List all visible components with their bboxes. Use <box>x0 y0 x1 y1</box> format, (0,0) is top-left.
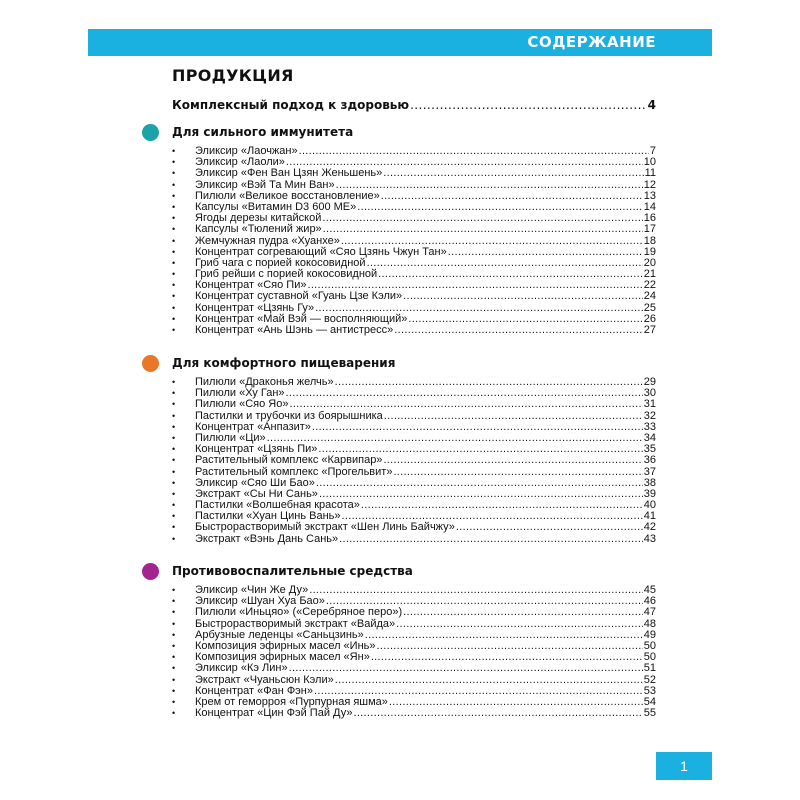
toc-item-page: 50 <box>643 639 656 652</box>
toc-item-name: Быстрорастворимый экстракт «Вайда» <box>195 617 396 630</box>
toc-item[interactable] <box>172 467 656 478</box>
bullet-icon: • <box>172 708 176 719</box>
toc-item-name: Эликсир «Лаоли» <box>195 156 285 169</box>
toc-item-page: 43 <box>643 532 656 545</box>
bullet-icon: • <box>172 522 176 533</box>
bullet-icon: • <box>172 213 176 224</box>
bullet-icon: • <box>172 325 176 335</box>
toc-item-page: 20 <box>643 256 656 269</box>
bullet-icon: • <box>172 269 176 280</box>
toc-item-page: 35 <box>643 443 656 456</box>
toc-item-page: 37 <box>643 465 656 478</box>
bullet-icon: • <box>172 432 176 443</box>
dot-leader <box>408 314 642 325</box>
dot-leader <box>286 388 643 399</box>
toc-item-name: Крем от геморроя «Пурпурная яшма» <box>195 695 388 708</box>
toc-item-name: Пилюли «Драконья желчь» <box>195 376 334 388</box>
dot-leader <box>361 500 643 511</box>
bullet-icon: • <box>172 696 176 707</box>
toc-item-page: 40 <box>643 499 656 512</box>
toc-item-name: Пилюли «Ху Ган» <box>195 387 285 400</box>
toc-item-name: Капсулы «Витамин D3 600 МЕ» <box>195 200 357 213</box>
bullet-icon: • <box>172 302 176 313</box>
toc-item[interactable] <box>172 522 656 533</box>
bullet-icon: • <box>172 685 176 696</box>
dot-leader <box>393 467 642 478</box>
toc-item-page: 26 <box>643 312 656 325</box>
toc-item-name: Гриб рейши с порией кокосовидной <box>195 268 378 281</box>
toc-item-name: Пилюли «Иньцяо» («Серебряное перо») <box>195 606 403 619</box>
toc-item-page: 17 <box>643 223 656 236</box>
page-title: ПРОДУКЦИЯ <box>172 66 294 85</box>
dot-leader <box>371 652 643 663</box>
bullet-icon: • <box>172 410 176 421</box>
section-title: Для комфортного пищеварения <box>172 356 396 370</box>
toc-item-page: 47 <box>643 606 656 619</box>
dot-leader <box>312 422 643 433</box>
dot-leader <box>357 202 643 213</box>
toc-item-page: 12 <box>643 178 656 191</box>
toc-item-page: 7 <box>649 145 656 157</box>
bullet-icon: • <box>172 500 176 511</box>
toc-item-list <box>172 585 656 719</box>
toc-item-name: Арбузные леденцы «Саньцзинь» <box>195 628 364 641</box>
bullet-icon: • <box>172 455 176 466</box>
toc-item-name: Экстракт «Вэнь Дань Сань» <box>195 532 339 545</box>
toc-item-name: Концентрат «Цзянь Пи» <box>195 443 318 456</box>
toc-item[interactable] <box>172 455 656 466</box>
dot-leader <box>367 258 643 269</box>
toc-item-name: Пилюли «Сяо Яо» <box>195 398 289 411</box>
toc-item[interactable] <box>172 291 656 302</box>
toc-item-page: 14 <box>643 200 656 213</box>
toc-item-name: Экстракт «Сы Ни Сань» <box>195 487 318 500</box>
bullet-icon: • <box>172 466 176 477</box>
toc-item-page: 55 <box>643 707 656 720</box>
bullet-icon: • <box>172 190 176 201</box>
toc-item-page: 25 <box>643 301 656 314</box>
toc-item-name: Концентрат «Сяо Пи» <box>195 279 307 292</box>
toc-item-page: 32 <box>643 409 656 422</box>
dot-leader <box>394 325 642 336</box>
toc-item[interactable] <box>172 325 656 336</box>
section-color-dot-icon <box>142 124 159 141</box>
dot-leader <box>335 377 643 388</box>
toc-item-name: Пилюли «Великое восстановление» <box>195 189 380 202</box>
dot-leader <box>378 269 643 280</box>
bullet-icon: • <box>172 488 176 499</box>
bullet-icon: • <box>172 607 176 618</box>
toc-item-name: Растительный комплекс «Карвипар» <box>195 454 383 467</box>
toc-item-page: 38 <box>643 476 656 489</box>
toc-item-name: Пастилки «Волшебная красота» <box>195 499 360 512</box>
toc-item[interactable] <box>172 224 656 235</box>
dot-leader <box>403 291 643 302</box>
toc-item[interactable] <box>172 708 656 719</box>
bullet-icon: • <box>172 399 176 410</box>
toc-item-name: Концентрат суставной «Гуань Цзе Кэли» <box>195 290 403 303</box>
toc-item-page: 31 <box>643 398 656 411</box>
bullet-icon: • <box>172 257 176 268</box>
dot-leader <box>289 663 643 674</box>
section-color-dot-icon <box>142 563 159 580</box>
toc-item-list <box>172 146 656 336</box>
toc-item-name: Концентрат «Май Вэй — восполняющий» <box>195 312 408 325</box>
dot-leader <box>322 213 642 224</box>
toc-item-list <box>172 377 656 545</box>
toc-item-page: 39 <box>643 487 656 500</box>
toc-item-page: 36 <box>643 454 656 467</box>
toc-intro-page: 4 <box>647 98 656 112</box>
toc-item-page: 13 <box>643 189 656 202</box>
bullet-icon: • <box>172 235 176 246</box>
toc-item-name: Растительный комплекс «Прогельвит» <box>195 465 393 478</box>
toc-item-page: 24 <box>643 290 656 303</box>
toc-item[interactable] <box>172 607 656 618</box>
bullet-icon: • <box>172 421 176 432</box>
toc-item-page: 51 <box>643 662 656 675</box>
dot-leader <box>309 585 643 596</box>
dot-leader <box>299 146 649 157</box>
bullet-icon: • <box>172 585 176 595</box>
bullet-icon: • <box>172 388 176 399</box>
toc-item[interactable] <box>172 236 656 247</box>
toc-item-page: 45 <box>643 584 656 596</box>
toc-item-name: Пастилки «Хуан Цинь Вань» <box>195 510 341 523</box>
page-number: 1 <box>680 758 688 774</box>
dot-leader <box>335 675 643 686</box>
bullet-icon: • <box>172 291 176 302</box>
toc-item-name: Эликсир «Сяо Ши Бао» <box>195 476 315 489</box>
toc-item-name: Капсулы «Тюлений жир» <box>195 223 322 236</box>
page-number-box <box>656 752 712 780</box>
section-color-dot-icon <box>142 355 159 372</box>
dot-leader <box>377 641 643 652</box>
bullet-icon: • <box>172 674 176 685</box>
bullet-icon: • <box>172 477 176 488</box>
toc-item-name: Эликсир «Вэй Та Мин Ван» <box>195 178 335 191</box>
toc-item-page: 46 <box>643 595 656 608</box>
dot-leader <box>289 399 642 410</box>
toc-item-page: 30 <box>643 387 656 400</box>
dot-leader <box>323 224 643 235</box>
bullet-icon: • <box>172 663 176 674</box>
bullet-icon: • <box>172 146 176 156</box>
toc-item-page: 42 <box>643 521 656 534</box>
toc-item[interactable] <box>172 675 656 686</box>
toc-item-name: Композиция эфирных масел «Инь» <box>195 639 376 652</box>
toc-item-name: Концентрат «Цин Фэй Пай Ду» <box>195 707 353 720</box>
toc-item-name: Эликсир «Чин Же Ду» <box>195 584 309 596</box>
toc-item-name: Пастилки и трубочки из боярышника <box>195 409 383 422</box>
toc-item-page: 52 <box>643 673 656 686</box>
toc-item-page: 11 <box>644 167 656 180</box>
dot-leader <box>316 478 643 489</box>
toc-item-name: Ягоды дерезы китайской <box>195 212 322 225</box>
toc-item-page: 48 <box>643 617 656 630</box>
section-title: Противовоспалительные средства <box>172 564 413 578</box>
dot-leader <box>403 607 643 618</box>
toc-item-name: Эликсир «Фен Ван Цзян Женьшень» <box>195 167 383 180</box>
bullet-icon: • <box>172 511 176 522</box>
dot-leader <box>365 630 643 641</box>
toc-item-name: Концентрат «Ань Шэнь — антистресс» <box>195 324 394 336</box>
bullet-icon: • <box>172 444 176 455</box>
dot-leader <box>381 191 643 202</box>
bullet-icon: • <box>172 224 176 235</box>
bullet-icon: • <box>172 246 176 257</box>
dot-leader <box>396 619 643 630</box>
toc-item-page: 16 <box>643 212 656 225</box>
toc-item-page: 53 <box>643 684 656 697</box>
toc-item-page: 18 <box>643 234 656 247</box>
toc-item-name: Быстрорастворимый экстракт «Шен Линь Байчжу» <box>195 521 455 534</box>
dot-leader <box>456 522 643 533</box>
toc-item-page: 54 <box>643 695 656 708</box>
toc-item-page: 22 <box>643 279 656 292</box>
dot-leader <box>267 433 643 444</box>
dot-leader <box>384 411 643 422</box>
toc-item-page: 49 <box>643 628 656 641</box>
dot-leader <box>336 180 643 191</box>
dot-leader <box>448 247 643 258</box>
toc-item[interactable] <box>172 534 656 545</box>
bullet-icon: • <box>172 313 176 324</box>
bullet-icon: • <box>172 533 176 544</box>
toc-item-page: 10 <box>643 156 656 169</box>
bullet-icon: • <box>172 280 176 291</box>
header-bar <box>88 29 712 56</box>
toc-item-name: Экстракт «Чуаньсюн Кэли» <box>195 673 334 686</box>
toc-item-name: Композиция эфирных масел «Ян» <box>195 651 370 664</box>
bullet-icon: • <box>172 157 176 168</box>
toc-item[interactable] <box>172 399 656 410</box>
toc-item-page: 34 <box>643 431 656 444</box>
toc-item-name: Концентрат «Анпазит» <box>195 420 311 433</box>
toc-item-name: Концентрат «Фан Фэн» <box>195 684 313 697</box>
toc-item-name: Концентрат «Цзянь Гу» <box>195 301 315 314</box>
toc-item-page: 19 <box>643 245 656 258</box>
bullet-icon: • <box>172 168 176 179</box>
toc-item-page: 33 <box>643 420 656 433</box>
toc-item-name: Эликсир «Шуан Хуа Бао» <box>195 595 325 608</box>
toc-item-name: Пилюли «Ци» <box>195 431 266 444</box>
section-title: Для сильного иммунитета <box>172 125 354 139</box>
bullet-icon: • <box>172 377 176 387</box>
dot-leader <box>339 534 643 545</box>
toc-item-page: 27 <box>643 324 656 336</box>
bullet-icon: • <box>172 629 176 640</box>
toc-intro-label: Комплексный подход к здоровью <box>172 98 410 112</box>
toc-item-name: Жемчужная пудра «Хуанхе» <box>195 234 340 247</box>
toc-item-name: Эликсир «Кэ Лин» <box>195 662 288 675</box>
dot-leader <box>389 697 643 708</box>
bullet-icon: • <box>172 179 176 190</box>
toc-item-page: 50 <box>643 651 656 664</box>
dot-leader <box>319 489 643 500</box>
bullet-icon: • <box>172 640 176 651</box>
bullet-icon: • <box>172 201 176 212</box>
dot-leader <box>383 455 642 466</box>
toc-item-name: Гриб чага с порией кокосовидной <box>195 256 366 269</box>
toc-intro-entry[interactable] <box>172 98 656 112</box>
dot-leader <box>353 708 642 719</box>
dot-leader <box>383 168 643 179</box>
toc-item-name: Концентрат согревающий «Сяо Цзянь Чжун Тан» <box>195 245 447 258</box>
toc-item-page: 21 <box>643 268 656 281</box>
bullet-icon: • <box>172 618 176 629</box>
toc-item[interactable] <box>172 168 656 179</box>
toc-item-page: 41 <box>643 510 656 523</box>
bullet-icon: • <box>172 652 176 663</box>
toc-item-page: 29 <box>643 376 656 388</box>
header-title: СОДЕРЖАНИЕ <box>527 33 656 51</box>
bullet-icon: • <box>172 596 176 607</box>
toc-item[interactable] <box>172 663 656 674</box>
toc-item-name: Эликсир «Лаочжан» <box>195 145 298 157</box>
dot-leader <box>410 98 647 112</box>
